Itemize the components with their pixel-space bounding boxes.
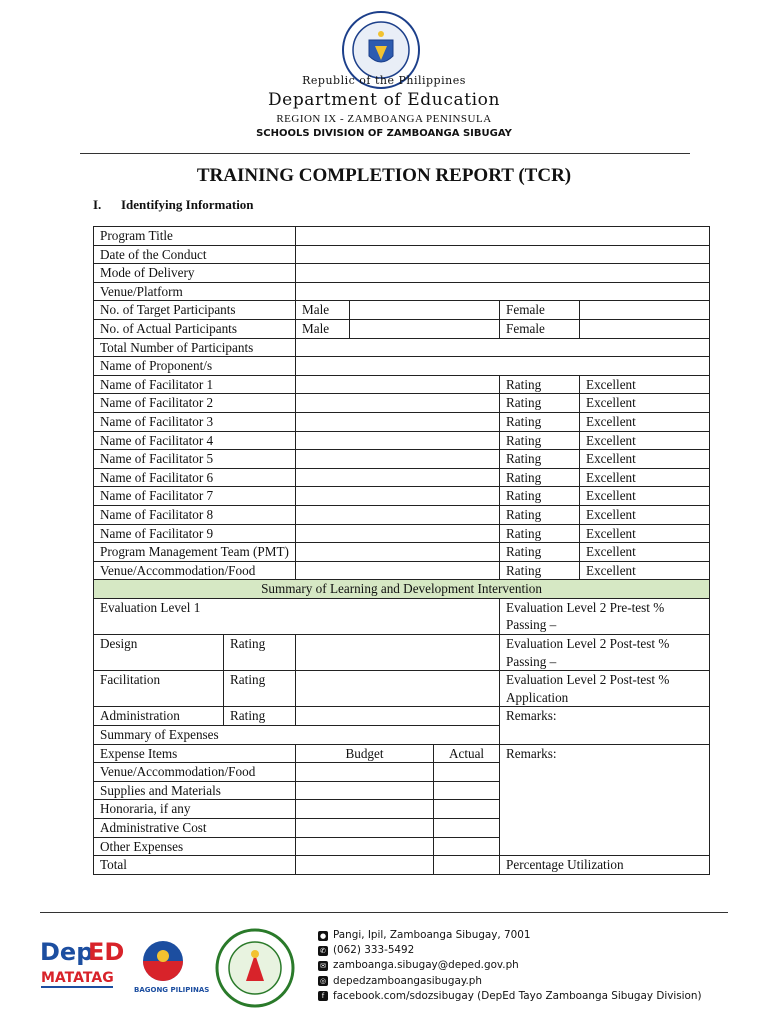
row-program-title: [94, 227, 710, 246]
facebook-icon: f: [318, 991, 328, 1001]
label-eval2-pre: Evaluation Level 2 Pre-test % Passing –: [500, 598, 710, 634]
value-excellent: Excellent: [580, 412, 710, 431]
field-date[interactable]: [296, 245, 710, 264]
field-administration-rating[interactable]: [296, 707, 500, 726]
row-actual-participants: [94, 319, 710, 338]
label-rating: Rating: [500, 431, 580, 450]
label-rating: Rating: [500, 561, 580, 580]
summary-header: Summary of Learning and Development Intervention: [94, 580, 710, 599]
label-rating: Rating: [224, 671, 296, 707]
field-facilitation-rating[interactable]: [296, 671, 500, 707]
footer-divider: [40, 912, 728, 913]
row-facilitator: [94, 375, 710, 394]
row-total-participants: [94, 338, 710, 357]
value-excellent: Excellent: [580, 487, 710, 506]
label-female: Female: [500, 301, 580, 320]
division-seal-logo: [217, 930, 293, 1006]
row-facilitator: [94, 431, 710, 450]
label-rating: Rating: [500, 487, 580, 506]
field-facilitator[interactable]: [296, 412, 500, 431]
row-pmt: [94, 543, 710, 562]
globe-icon: ◎: [319, 977, 327, 986]
label-rating: Rating: [224, 707, 296, 726]
label-total: Total: [94, 856, 296, 875]
label-rating: Rating: [500, 450, 580, 469]
field-budget[interactable]: [296, 837, 434, 856]
field-budget[interactable]: [296, 819, 434, 838]
contact-info: [318, 928, 702, 1004]
field-total-participants[interactable]: [296, 338, 710, 357]
value-excellent: Excellent: [580, 524, 710, 543]
label-mode: Mode of Delivery: [94, 264, 296, 283]
email-link[interactable]: zamboanga.sibugay@deped.gov.ph: [333, 959, 519, 972]
label-rating: Rating: [500, 543, 580, 562]
label-expense: Supplies and Materials: [94, 781, 296, 800]
field-program-title[interactable]: [296, 227, 710, 246]
footer-logos: [38, 926, 308, 1014]
label-total-participants: Total Number of Participants: [94, 338, 296, 357]
svg-text:Dep: Dep: [40, 938, 94, 966]
row-facilitator: [94, 505, 710, 524]
row-facilitator: [94, 468, 710, 487]
field-facilitator[interactable]: [296, 431, 500, 450]
field-budget[interactable]: [296, 781, 434, 800]
field-facilitator[interactable]: [296, 375, 500, 394]
value-excellent: Excellent: [580, 561, 710, 580]
label-target: No. of Target Participants: [94, 301, 296, 320]
value-excellent: Excellent: [580, 375, 710, 394]
header-divider: [80, 153, 690, 154]
label-expense: Administrative Cost: [94, 819, 296, 838]
row-summary-header: [94, 580, 710, 599]
field-proponents[interactable]: [296, 357, 710, 376]
section-label: Identifying Information: [121, 197, 254, 212]
label-expense: Other Expenses: [94, 837, 296, 856]
label-remarks: Remarks:: [500, 707, 710, 744]
svg-text:BAGONG PILIPINAS: BAGONG PILIPINAS: [134, 986, 210, 994]
row-facilitator: [94, 450, 710, 469]
department-label: Department of Education: [267, 90, 501, 110]
label-male: Male: [296, 319, 350, 338]
row-administration: [94, 707, 710, 726]
label-program-title: Program Title: [94, 227, 296, 246]
field-total-budget[interactable]: [296, 856, 434, 875]
label-facilitator: Name of Facilitator 9: [94, 524, 296, 543]
bagong-pilipinas-logo: [134, 941, 209, 994]
page-title: TRAINING COMPLETION REPORT (TCR): [196, 165, 572, 186]
label-rating: Rating: [500, 524, 580, 543]
contact-address: [318, 928, 702, 943]
phone-text: (062) 333-5492: [333, 944, 415, 957]
label-venue-food: Venue/Accommodation/Food: [94, 561, 296, 580]
field-mode[interactable]: [296, 264, 710, 283]
label-eval2-post: Evaluation Level 2 Post-test % Passing –: [500, 635, 710, 671]
label-rating: Rating: [500, 505, 580, 524]
label-facilitator: Name of Facilitator 6: [94, 468, 296, 487]
label-pmt: Program Management Team (PMT): [94, 543, 296, 562]
address-text: Pangi, Ipil, Zamboanga Sibugay, 7001: [333, 929, 531, 941]
label-expense: Honoraria, if any: [94, 800, 296, 819]
value-excellent: Excellent: [580, 468, 710, 487]
value-excellent: Excellent: [580, 450, 710, 469]
svg-text:MATATAG: MATATAG: [41, 970, 114, 986]
contact-phone: [318, 943, 702, 958]
label-expense: Venue/Accommodation/Food: [94, 763, 296, 782]
label-facilitation: Facilitation: [94, 671, 224, 707]
training-report-form: [93, 226, 710, 875]
label-summary-expenses: Summary of Expenses: [94, 726, 500, 745]
label-proponents: Name of Proponent/s: [94, 357, 296, 376]
region-label: REGION IX - ZAMBOANGA PENINSULA: [276, 113, 492, 125]
field-actual-male[interactable]: [350, 319, 500, 338]
row-eval1: [94, 598, 710, 634]
value-excellent: Excellent: [580, 505, 710, 524]
field-design-rating[interactable]: [296, 635, 500, 671]
row-total: [94, 856, 710, 875]
row-target-participants: [94, 301, 710, 320]
label-venue: Venue/Platform: [94, 282, 296, 301]
republic-label: Republic of the Philippines: [302, 74, 466, 87]
row-facilitation: [94, 671, 710, 707]
label-facilitator: Name of Facilitator 3: [94, 412, 296, 431]
website-link[interactable]: depedzamboangasibugay.ph: [333, 974, 482, 987]
field-facilitator[interactable]: [296, 450, 500, 469]
contact-website: [318, 974, 702, 989]
row-date: [94, 245, 710, 264]
label-facilitator: Name of Facilitator 5: [94, 450, 296, 469]
label-eval2-app: Evaluation Level 2 Post-test % Application: [500, 671, 710, 707]
field-facilitator[interactable]: [296, 487, 500, 506]
label-rating: Rating: [500, 468, 580, 487]
deped-matatag-logo: [40, 938, 124, 988]
label-percentage-utilization: Percentage Utilization: [500, 856, 710, 875]
field-target-male[interactable]: [350, 301, 500, 320]
label-facilitator: Name of Facilitator 2: [94, 394, 296, 413]
field-actual-female[interactable]: [580, 319, 710, 338]
row-expense-header: [94, 744, 710, 763]
label-rating: Rating: [500, 394, 580, 413]
label-budget: Budget: [296, 744, 434, 763]
label-administration: Administration: [94, 707, 224, 726]
field-facilitator[interactable]: [296, 468, 500, 487]
facebook-link[interactable]: facebook.com/sdozsibugay (DepEd Tayo Zamboanga Sibugay Division): [333, 989, 702, 1002]
label-facilitator: Name of Facilitator 7: [94, 487, 296, 506]
contact-facebook: [318, 989, 702, 1004]
row-proponents: [94, 357, 710, 376]
value-excellent: Excellent: [580, 431, 710, 450]
row-facilitator: [94, 524, 710, 543]
email-icon: ✉: [318, 961, 328, 971]
label-eval1: Evaluation Level 1: [94, 598, 500, 634]
label-design: Design: [94, 635, 224, 671]
label-actual: Actual: [434, 744, 500, 763]
svg-text:ED: ED: [88, 938, 125, 966]
section-number: I.: [93, 197, 102, 212]
row-facilitator: [94, 487, 710, 506]
row-facilitator: [94, 394, 710, 413]
location-pin-icon: ●: [319, 931, 327, 940]
label-facilitator: Name of Facilitator 8: [94, 505, 296, 524]
label-date: Date of the Conduct: [94, 245, 296, 264]
field-actual[interactable]: [434, 800, 500, 819]
field-actual[interactable]: [434, 837, 500, 856]
row-design: [94, 635, 710, 671]
section-heading: [93, 197, 254, 213]
label-male: Male: [296, 301, 350, 320]
field-total-actual[interactable]: [434, 856, 500, 875]
label-facilitator: Name of Facilitator 1: [94, 375, 296, 394]
field-budget[interactable]: [296, 763, 434, 782]
field-target-female[interactable]: [580, 301, 710, 320]
row-facilitator: [94, 412, 710, 431]
division-label: SCHOOLS DIVISION OF ZAMBOANGA SIBUGAY: [256, 128, 512, 139]
contact-email: [318, 958, 702, 973]
field-budget[interactable]: [296, 800, 434, 819]
row-venue-food: [94, 561, 710, 580]
field-venue[interactable]: [296, 282, 710, 301]
field-facilitator[interactable]: [296, 394, 500, 413]
label-facilitator: Name of Facilitator 4: [94, 431, 296, 450]
value-excellent: Excellent: [580, 394, 710, 413]
field-actual[interactable]: [434, 763, 500, 782]
row-mode: [94, 264, 710, 283]
field-facilitator[interactable]: [296, 524, 500, 543]
label-rating: Rating: [500, 375, 580, 394]
field-venue-food[interactable]: [296, 561, 500, 580]
field-actual[interactable]: [434, 781, 500, 800]
label-expense-items: Expense Items: [94, 744, 296, 763]
label-rating: Rating: [224, 635, 296, 671]
label-expense-remarks: Remarks:: [500, 744, 710, 856]
phone-icon: ✆: [318, 946, 328, 956]
row-venue: [94, 282, 710, 301]
label-female: Female: [500, 319, 580, 338]
label-rating: Rating: [500, 412, 580, 431]
field-pmt[interactable]: [296, 543, 500, 562]
field-facilitator[interactable]: [296, 505, 500, 524]
label-actual: No. of Actual Participants: [94, 319, 296, 338]
value-excellent: Excellent: [580, 543, 710, 562]
field-actual[interactable]: [434, 819, 500, 838]
